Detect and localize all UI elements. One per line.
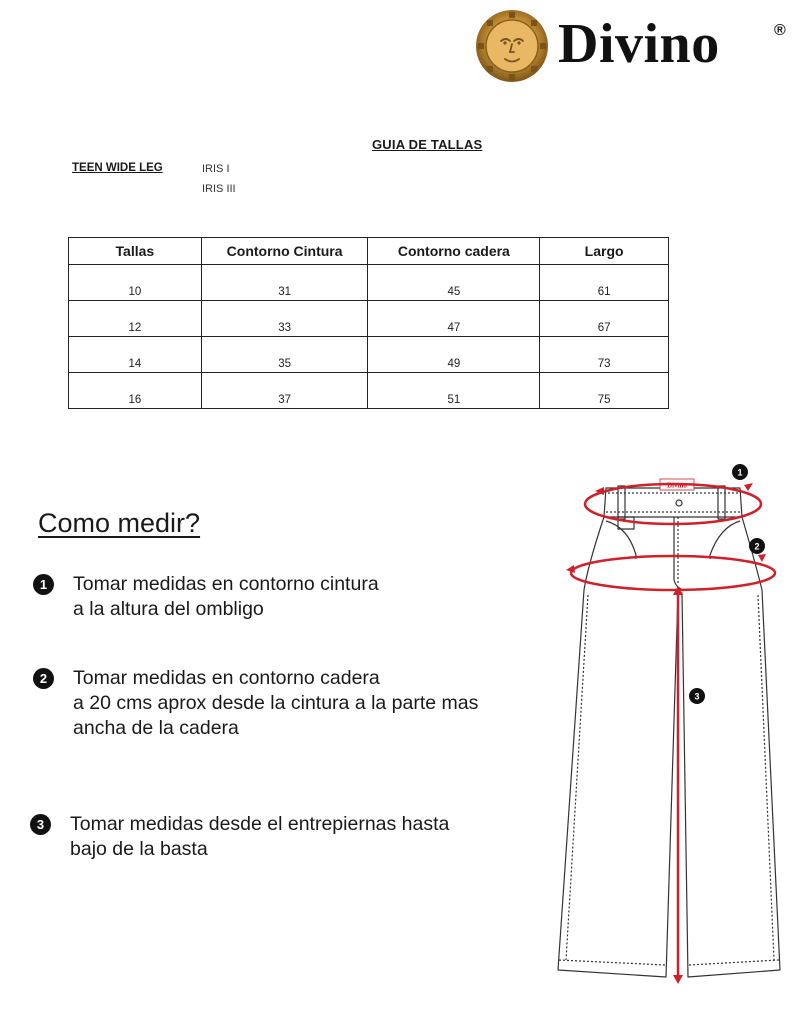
table-cell: 75: [540, 373, 669, 409]
step-number-badge: 2: [33, 668, 54, 689]
table-cell: 16: [69, 373, 202, 409]
step-text-line: Tomar medidas en contorno cadera: [73, 667, 380, 689]
step-text-line: a la altura del ombligo: [73, 598, 264, 620]
table-row: [69, 265, 669, 301]
how-to-measure-title: Como medir?: [38, 508, 201, 538]
hip-measure-loop: [571, 556, 775, 590]
registered-mark: ®: [774, 22, 786, 39]
model-name: IRIS I: [202, 163, 230, 175]
header-cell-length: Largo: [540, 238, 669, 265]
table-cell: 33: [201, 301, 368, 337]
step-text: [73, 572, 379, 622]
step-text-line: a 20 cms aprox desde la cintura a la parte mas: [73, 692, 479, 714]
step-text: [70, 812, 449, 862]
table-cell: 31: [201, 265, 368, 301]
sun-face-emblem-icon: [474, 8, 550, 84]
table-cell: 51: [368, 373, 540, 409]
step-number-badge: 1: [33, 574, 54, 595]
brand-logo: [474, 8, 794, 86]
marker-3-label: 3: [694, 691, 700, 702]
size-table: [68, 237, 669, 409]
table-cell: 47: [368, 301, 540, 337]
table-cell: 45: [368, 265, 540, 301]
guide-title: GUIA DE TALLAS: [372, 137, 483, 152]
header-cell-hip: Contorno cadera: [368, 238, 540, 265]
header-cell-waist: Contorno Cintura: [201, 238, 368, 265]
table-cell: 73: [540, 337, 669, 373]
table-cell: 61: [540, 265, 669, 301]
step-text-line: Tomar medidas en contorno cintura: [73, 573, 379, 595]
pants-measurement-diagram: [548, 455, 800, 1035]
step-text-line: Tomar medidas desde el entrepiernas hasta: [70, 813, 450, 835]
table-cell: 49: [368, 337, 540, 373]
table-cell: 35: [201, 337, 368, 373]
marker-1-label: 1: [737, 467, 743, 478]
brand-wordmark: Divino: [558, 13, 720, 75]
table-cell: 10: [69, 265, 202, 301]
brand-label-text: Divino: [667, 481, 687, 490]
step-text-line: ancha de la cadera: [73, 717, 239, 739]
table-cell: 12: [69, 301, 202, 337]
table-row: [69, 373, 669, 409]
table-cell: 37: [201, 373, 368, 409]
step-text: [73, 666, 478, 741]
table-cell: 67: [540, 301, 669, 337]
marker-2-label: 2: [754, 541, 760, 552]
table-row: [69, 301, 669, 337]
table-cell: 14: [69, 337, 202, 373]
step-text-line: bajo de la basta: [70, 838, 208, 860]
header-cell-size: Tallas: [69, 238, 202, 265]
model-name: IRIS III: [202, 183, 236, 195]
table-row: [69, 337, 669, 373]
step-number-badge: 3: [30, 814, 51, 835]
table-header-row: [69, 238, 669, 265]
product-line-label: TEEN WIDE LEG: [72, 162, 163, 174]
